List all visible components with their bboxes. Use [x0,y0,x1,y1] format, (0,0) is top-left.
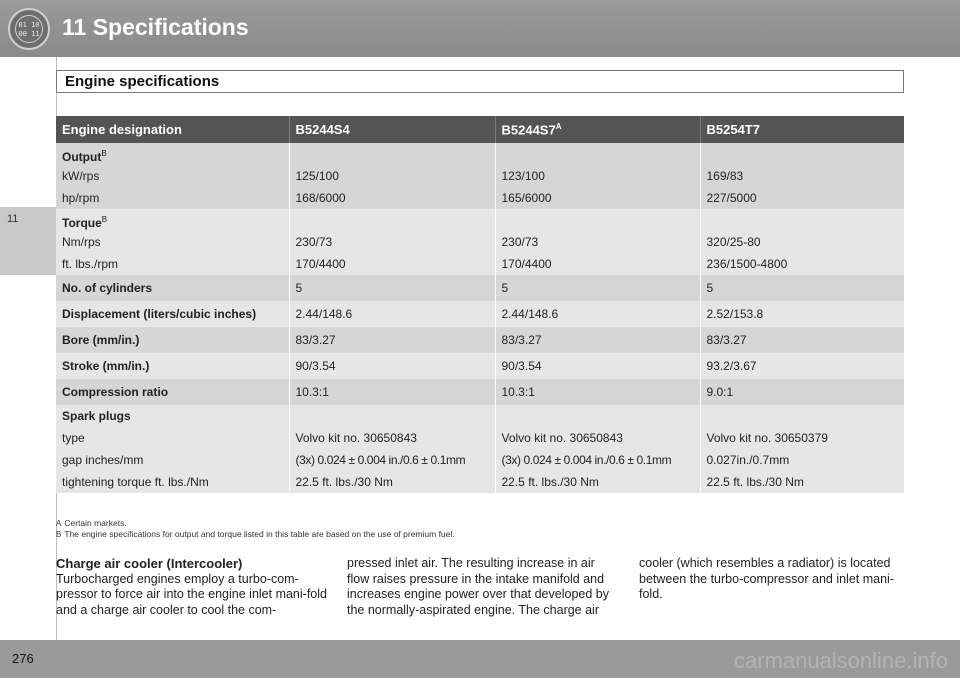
torque-label-cell [56,209,289,275]
table-cell: 227/5000 [706,191,757,205]
table-cell: 90/3.54 [495,353,700,379]
chapter-side-number: 11 [7,213,19,225]
table-row-stroke [56,353,904,379]
torque-b5244s4 [289,209,495,275]
table-cell: 170/4400 [501,257,552,271]
section-title: Engine specifications [65,73,220,90]
footnote-marker-a: A [555,121,562,131]
bore-label: Bore (mm/in.) [56,327,289,353]
footnote-marker-b: B [101,215,108,224]
table-cell: 22.5 ft. lbs./30 Nm [706,475,804,489]
table-cell: Volvo kit no. 30650843 [501,431,623,445]
engine-spec-table [56,116,904,493]
header-b5244s4: B5244S4 [289,116,495,143]
compression-label: Compression ratio [56,379,289,405]
watermark: carmanualsonline.info [733,648,948,673]
table-cell: 169/83 [706,169,744,183]
torque-b5244s7 [495,209,700,275]
table-cell: 83/3.27 [495,327,700,353]
torque-unit-nm: Nm/rps [62,235,101,249]
chapter-badge-icon [8,8,50,50]
table-cell: 168/6000 [295,191,346,205]
footnote-a-text: Certain markets. [64,518,127,528]
body-column-2 [347,556,619,618]
displacement-label: Displacement (liters/cubic inches) [56,301,289,327]
stroke-label: Stroke (mm/in.) [56,353,289,379]
body-text-2: pressed inlet air. The resulting increase in air flow raises pressure in the intake manifold and increases engine power over that developed by the normally-aspirated engine. The charge air [347,556,609,617]
output-unit-hp: hp/rpm [62,191,100,205]
badge-text-top: 01 10 [18,21,40,29]
spark-label-cell [56,405,289,493]
footnote-b-text: The engine specifications for output and torque listed in this table are based on the use of premium fuel. [64,529,455,539]
spark-plugs-label: Spark plugs [62,409,131,423]
table-cell: 10.3:1 [495,379,700,405]
table-cell: 22.5 ft. lbs./30 Nm [295,475,393,489]
spark-b5254t7 [700,405,904,493]
page-number: 276 [12,651,34,666]
section-heading-box [56,70,904,93]
table-cell: 10.3:1 [289,379,495,405]
table-cell: 83/3.27 [289,327,495,353]
spark-sub-gap: gap inches/mm [62,453,144,467]
table-row-cylinders [56,275,904,301]
table-cell: 5 [289,275,495,301]
output-b5254t7 [700,143,904,209]
table-header-row [56,116,904,143]
table-cell: 123/100 [501,169,545,183]
output-b5244s7 [495,143,700,209]
table-cell: 2.44/148.6 [289,301,495,327]
footnote-a-mark: A [56,519,62,528]
chapter-header [0,0,960,57]
footnote-a [56,518,127,528]
torque-unit-ftlbs: ft. lbs./rpm [62,257,119,271]
spark-sub-type: type [62,431,85,445]
table-cell: 230/73 [295,235,333,249]
header-engine-designation: Engine designation [56,116,289,143]
table-cell: 2.44/148.6 [495,301,700,327]
table-cell: (3x) 0.024 ± 0.004 in./0.6 ± 0.1mm [295,453,466,467]
chapter-title: 11 Specifications [62,14,249,40]
page-footer [0,640,960,678]
table-cell: 9.0:1 [700,379,904,405]
chapter-badge-digits [15,15,43,43]
intercooler-heading: Charge air cooler (Intercooler) [56,556,243,571]
table-cell: 230/73 [501,235,539,249]
table-cell: 170/4400 [295,257,346,271]
table-cell: 2.52/153.8 [700,301,904,327]
header-b5244s7-label: B5244S7 [501,122,556,138]
table-cell: Volvo kit no. 30650379 [706,431,828,445]
badge-text-bottom: 00 11 [18,30,40,38]
header-b5244s7 [495,116,700,143]
footnote-marker-b: B [101,149,107,158]
chapter-side-tab [0,57,56,275]
table-cell: 90/3.54 [289,353,495,379]
table-cell: 236/1500-4800 [706,257,788,271]
table-cell: 83/3.27 [700,327,904,353]
output-label-cell [56,143,289,209]
table-row-bore [56,327,904,353]
spark-sub-torque: tightening torque ft. lbs./Nm [62,475,209,489]
footnote-b [56,529,455,539]
table-row-output [56,143,904,209]
table-cell: 5 [700,275,904,301]
body-text-3: cooler (which resembles a radiator) is located between the turbo-compressor and inlet mani-fold. [639,556,894,601]
table-row-displacement [56,301,904,327]
table-row-torque [56,209,904,275]
table-cell: (3x) 0.024 ± 0.004 in./0.6 ± 0.1mm [501,453,672,467]
spark-b5244s4 [289,405,495,493]
table-row-compression [56,379,904,405]
spark-b5244s7 [495,405,700,493]
cylinders-label: No. of cylinders [56,275,289,301]
table-cell: 93.2/3.67 [700,353,904,379]
table-cell: 165/6000 [501,191,552,205]
table-cell: 22.5 ft. lbs./30 Nm [501,475,599,489]
output-unit-kw: kW/rps [62,169,100,183]
torque-b5254t7 [700,209,904,275]
table-cell: 5 [495,275,700,301]
footnote-b-mark: B [56,530,62,539]
header-b5254t7: B5254T7 [700,116,904,143]
table-cell: 320/25-80 [706,235,761,249]
body-text-1: Turbocharged engines employ a turbo-com-pressor to force air into the engine inlet mani-fold and a charge air cooler to cool the com- [56,571,327,617]
table-row-spark-plugs [56,405,904,493]
table-cell: 0.027in./0.7mm [706,453,790,467]
table-cell: 125/100 [295,169,339,183]
output-label: Output [62,150,102,164]
torque-label: Torque [62,216,102,230]
body-column-1 [56,556,328,618]
body-column-3 [639,556,911,603]
table-cell: Volvo kit no. 30650843 [295,431,417,445]
output-b5244s4 [289,143,495,209]
